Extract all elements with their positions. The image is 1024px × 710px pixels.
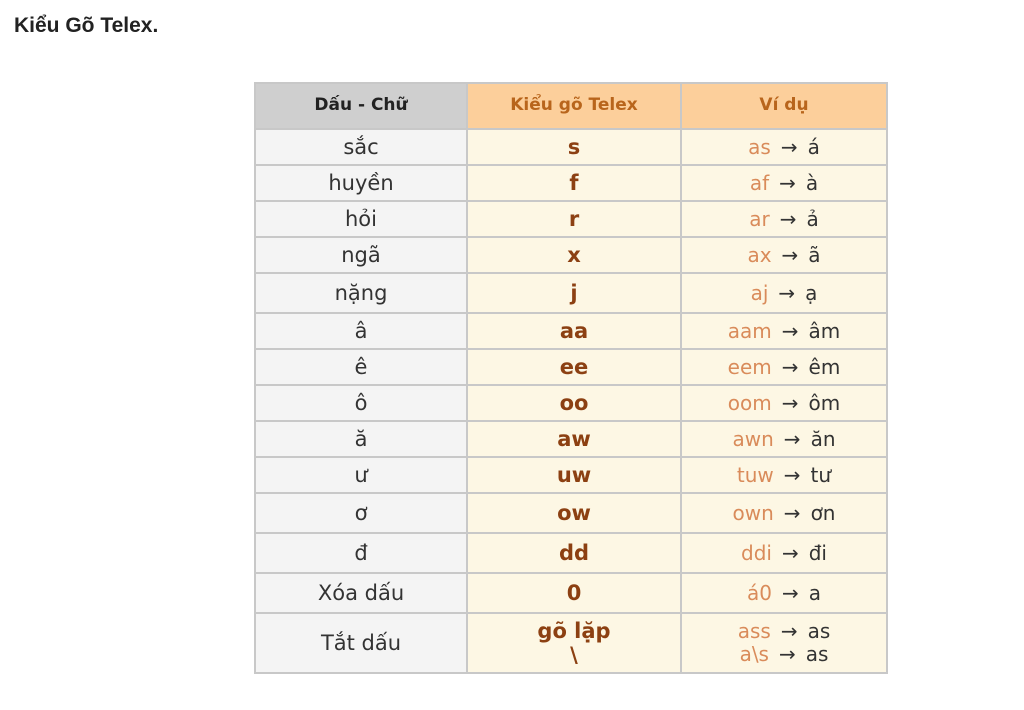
mark-cell: hỏi [255,201,467,237]
example-input: oom [727,390,772,415]
telex-table [254,82,888,674]
example-cell [681,493,887,533]
arrow-icon: → [781,242,799,267]
telex-key-cell: r [467,201,681,237]
example-input: ar [749,206,770,231]
example-result: ả [806,206,819,231]
arrow-icon: → [783,426,801,451]
column-header-telex: Kiểu gõ Telex [467,83,681,129]
mark-cell: sắc [255,129,467,165]
table-row [255,573,887,613]
example-cell [681,533,887,573]
mark-cell: Xóa dấu [255,573,467,613]
example-input: ass [737,619,771,643]
table-row [255,385,887,421]
mark-cell: ư [255,457,467,493]
example-cell [681,273,887,313]
example-result: à [805,170,819,195]
example-result: đi [808,540,827,565]
table-row [255,421,887,457]
mark-cell: Tắt dấu [255,613,467,673]
page-title: Kiểu Gõ Telex. [14,14,159,37]
example-input: a\s [739,642,769,666]
telex-key-line: \ [570,643,578,667]
example-line [682,643,886,666]
table-row [255,273,887,313]
example-result: âm [808,318,841,343]
telex-key-cell: aw [467,421,681,457]
arrow-icon: → [781,580,799,605]
example-input: tuw [736,462,774,487]
arrow-icon: → [780,134,798,159]
column-header-mark: Dấu - Chữ [255,83,467,129]
telex-key-cell: uw [467,457,681,493]
example-input: ax [747,242,772,267]
example-input: eem [727,354,772,379]
mark-cell: ô [255,385,467,421]
column-header-example: Ví dụ [681,83,887,129]
example-cell [681,313,887,349]
table-row [255,165,887,201]
mark-cell: đ [255,533,467,573]
example-input: aam [727,318,772,343]
table-row [255,129,887,165]
example-result: ôm [808,390,841,415]
telex-key-cell: s [467,129,681,165]
arrow-icon: → [781,354,799,379]
arrow-icon: → [781,318,799,343]
table-row [255,313,887,349]
telex-key-cell: dd [467,533,681,573]
example-result: as [807,619,831,643]
example-input: aj [750,280,769,305]
arrow-icon: → [783,462,801,487]
example-input: awn [732,426,774,451]
arrow-icon: → [779,206,797,231]
example-input: á0 [746,580,772,605]
telex-key-cell: j [467,273,681,313]
telex-key-cell: aa [467,313,681,349]
arrow-icon: → [781,390,799,415]
table-row [255,457,887,493]
telex-key-cell: ow [467,493,681,533]
arrow-icon: → [780,619,798,643]
example-result: tư [810,462,832,487]
example-input: ddi [741,540,772,565]
example-result: êm [808,354,841,379]
example-cell [681,237,887,273]
telex-key-cell: x [467,237,681,273]
telex-key-cell [467,613,681,673]
telex-key-cell: f [467,165,681,201]
table-row [255,349,887,385]
mark-cell: ê [255,349,467,385]
example-result: ã [808,242,821,267]
arrow-icon: → [783,500,801,525]
arrow-icon: → [778,642,796,666]
mark-cell: nặng [255,273,467,313]
example-cell [681,349,887,385]
telex-key-cell: 0 [467,573,681,613]
example-input: own [732,500,774,525]
table-row [255,237,887,273]
example-cell [681,457,887,493]
arrow-icon: → [779,170,796,195]
mark-cell: â [255,313,467,349]
example-cell [681,613,887,673]
example-cell [681,573,887,613]
mark-cell: ơ [255,493,467,533]
table-row [255,613,887,673]
example-input: as [748,134,771,159]
example-result: ạ [805,280,818,305]
mark-cell: ă [255,421,467,457]
example-cell [681,165,887,201]
mark-cell: ngã [255,237,467,273]
table-row [255,493,887,533]
arrow-icon: → [778,280,796,305]
example-input: af [749,170,770,195]
example-cell [681,129,887,165]
telex-key-cell: ee [467,349,681,385]
example-result: ơn [810,500,836,525]
example-result: as [805,642,829,666]
example-result: ăn [810,426,836,451]
mark-cell: huyền [255,165,467,201]
table-row [255,201,887,237]
table-row [255,533,887,573]
table-header-row [255,83,887,129]
example-cell [681,421,887,457]
example-cell [681,201,887,237]
arrow-icon: → [781,540,799,565]
example-result: á [807,134,820,159]
example-line [682,620,886,643]
example-cell [681,385,887,421]
telex-key-line: gõ lặp [537,618,611,643]
example-result: a [808,580,821,605]
telex-key-cell: oo [467,385,681,421]
